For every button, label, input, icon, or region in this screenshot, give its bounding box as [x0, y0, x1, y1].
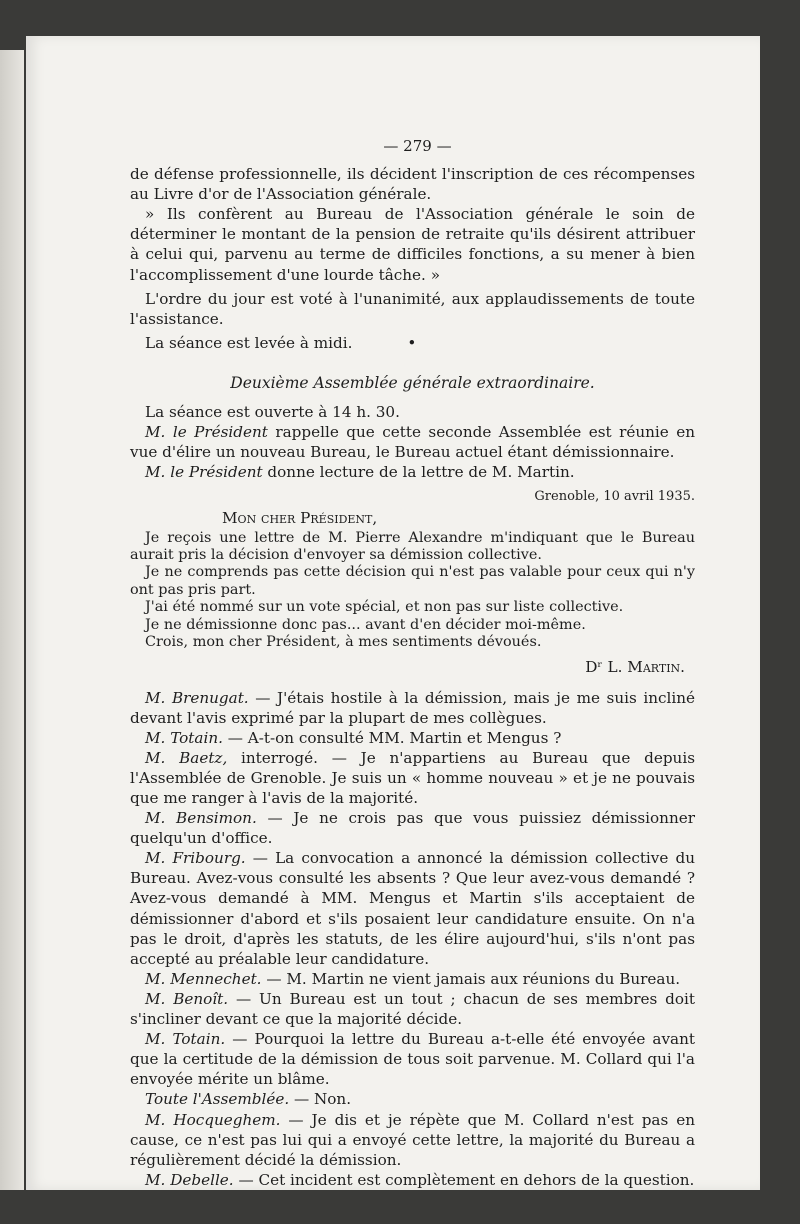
speech-text: — Cet incident est complètement en dehors de la question.	[233, 1170, 695, 1189]
signature-title: Dʳ	[585, 658, 603, 677]
debate-paragraph	[130, 969, 695, 989]
debate-paragraph	[130, 1089, 695, 1109]
speaker-name: M. Bensimon.	[145, 809, 257, 828]
letter-signature	[130, 657, 695, 677]
intro-paragraph-4	[130, 333, 695, 353]
speaker-name: M. Benoît.	[145, 989, 229, 1008]
page-number: — 279 —	[383, 137, 452, 155]
speaker-name: M. Totain.	[145, 1030, 226, 1049]
letter-line: Je reçois une lettre de M. Pierre Alexandre m'indiquant que le Bureau aurait pris la décision d'envoyer sa démission collective.	[130, 529, 695, 563]
speaker-name: M. Debelle.	[145, 1170, 234, 1189]
speaker-name: M. le Président	[145, 463, 263, 482]
debate-section	[130, 688, 695, 1190]
speech-text: — Non.	[289, 1090, 352, 1109]
opening-paragraph-1: La séance est ouverte à 14 h. 30.	[145, 403, 400, 422]
debate-paragraph	[130, 1029, 695, 1089]
seance-close-text: La séance est levée à midi.	[145, 333, 353, 352]
speech-text: — J'étais hostile à la démission, mais je me suis incliné devant l'avis exprimé par la plupart de mes collègues.	[130, 688, 695, 727]
speech-text: interrogé. — Je n'appartiens au Bureau que depuis l'Assemblée de Grenoble. Je suis un « homme nouveau » et je ne pouvais que me ranger à l'avis de la majorité.	[130, 748, 695, 807]
opening-paragraph-3	[130, 462, 695, 482]
debate-paragraph	[130, 728, 695, 748]
speaker-name: M. Fribourg.	[145, 849, 246, 868]
speech-text: donne lecture de la lettre de M. Martin.	[262, 463, 575, 482]
debate-paragraph	[130, 688, 695, 728]
letter-dateline: Grenoble, 10 avril 1935.	[534, 489, 695, 505]
speaker-name: M. Mennechet.	[145, 969, 262, 988]
letter-body	[130, 530, 695, 652]
letter-line: J'ai été nommé sur un vote spécial, et non pas sur liste collective.	[145, 599, 624, 616]
facing-page-edge	[0, 50, 24, 1190]
speaker-name: M. Baetz,	[145, 748, 228, 767]
intro-paragraph-1: de défense professionnelle, ils décident l'inscription de ces récompenses au Livre d'or de l'Association générale.	[130, 165, 695, 204]
debate-paragraph	[130, 748, 695, 808]
debate-paragraph	[130, 989, 695, 1029]
speech-text: — Pourquoi la lettre du Bureau a-t-elle été envoyée avant que la certitude de la démission de tous soit parvenue. M. Collard qui l'a envoyée mérite un blâme.	[130, 1030, 695, 1089]
letter-salutation: Mon cher Président,	[222, 508, 378, 527]
speech-text: — M. Martin ne vient jamais aux réunions du Bureau.	[261, 969, 681, 988]
debate-paragraph	[130, 808, 695, 848]
stray-mark: •	[407, 333, 417, 352]
speaker-name: M. le Président	[145, 423, 268, 442]
letter-line: Crois, mon cher Président, à mes sentiments dévoués.	[145, 634, 542, 651]
intro-paragraph-3: L'ordre du jour est voté à l'unanimité, aux applaudissements de toute l'assistance.	[130, 289, 695, 328]
speech-text: — A-t-on consulté MM. Martin et Mengus ?	[222, 728, 562, 747]
page-text	[130, 136, 695, 1190]
letter-line: Je ne comprends pas cette décision qui n'est pas valable pour ceux qui n'y ont pas pris part.	[130, 564, 695, 598]
debate-paragraph	[130, 848, 695, 969]
letter-line: Je ne démissionne donc pas... avant d'en décider moi-même.	[145, 616, 586, 633]
speaker-name: Toute l'Assemblée.	[145, 1090, 290, 1109]
opening-paragraph-2	[130, 422, 695, 462]
debate-paragraph	[130, 1110, 695, 1170]
speech-text: rappelle que cette seconde Assemblée est réunie en vue d'élire un nouveau Bureau, le Bureau actuel étant démissionnaire.	[130, 423, 696, 462]
section-title: Deuxième Assemblée générale extraordinaire.	[230, 373, 595, 392]
intro-paragraph-2: » Ils confèrent au Bureau de l'Association générale le soin de déterminer le montant de la pension de retraite qu'ils désirent attribuer à celui qui, parvenu au terme de difficiles fonctions, a su mener à bien l'accomplissement d'une lourde tâche. »	[130, 205, 695, 284]
debate-paragraph	[130, 1170, 695, 1190]
document-page	[26, 36, 760, 1190]
speech-text: — Je dis et je répète que M. Collard n'est pas en cause, ce n'est pas lui qui a envoyé cette lettre, la majorité du Bureau a régulièrement décidé la démission.	[130, 1110, 695, 1169]
speaker-name: M. Totain.	[145, 728, 223, 747]
speaker-name: M. Brenugat.	[145, 688, 249, 707]
speaker-name: M. Hocqueghem.	[145, 1110, 281, 1129]
speech-text: — Un Bureau est un tout ; chacun de ses membres doit s'incliner devant ce que la majorité décide.	[130, 989, 695, 1029]
speech-text: — La convocation a annoncé la démission collective du Bureau. Avez-vous consulté les absents ? Que leur avez-vous demandé ? Avez-vous demandé à MM. Mengus et Martin s'ils acceptaient de démissionner d'abord et s'ils posaient leur candidature ensuite. On n'a pas le droit, d'après les statuts, de les élire aujourd'hui, s'ils n'ont pas accepté au préalable leur candidature.	[130, 849, 695, 968]
signature-name: L. Martin.	[607, 658, 685, 677]
speech-text: — Je ne crois pas que vous puissiez démissionner quelqu'un d'office.	[130, 809, 695, 848]
